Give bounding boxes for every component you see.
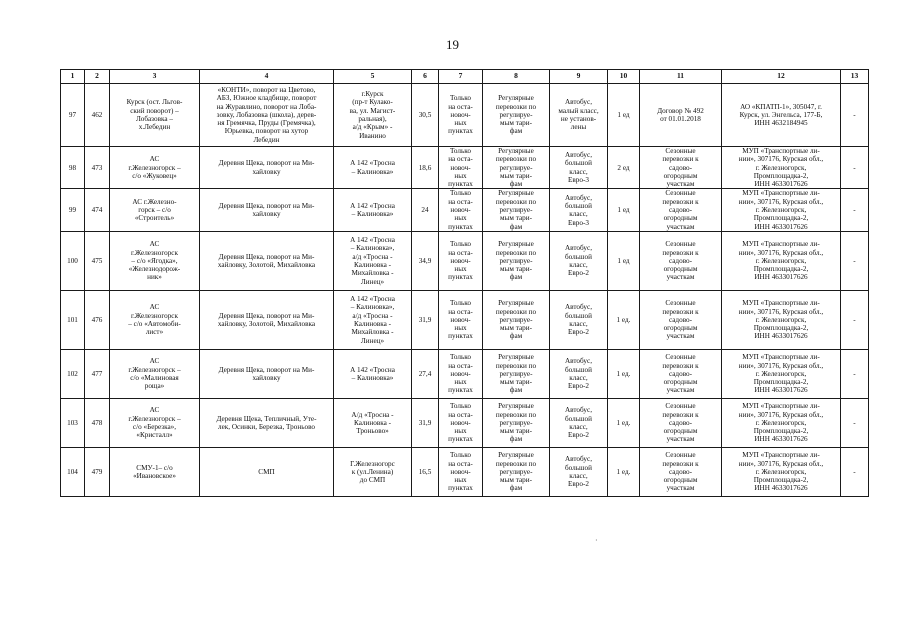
notes-cell: - xyxy=(841,84,869,147)
table-header-row xyxy=(61,70,869,84)
route-length-cell: 24 xyxy=(412,189,439,231)
header-cell: 4 xyxy=(200,70,334,84)
row-number-cell: 104 xyxy=(61,447,85,496)
header-cell: 7 xyxy=(439,70,483,84)
table-row xyxy=(61,398,869,447)
table-row xyxy=(61,447,869,496)
route-length-cell: 31,9 xyxy=(412,398,439,447)
carrier-cell: МУП «Транспортные ли- нии», 307176, Курская обл., г. Железногорск, Промплощадка-2, ИНН 4633017626 xyxy=(722,231,841,290)
notes-cell: - xyxy=(841,147,869,189)
intermediate-stops-cell: Деревня Щека, поворот на Ми- хайловку, Золотой, Михайловка xyxy=(200,231,334,290)
streets-roads-cell: Г.Железногорс к (ул.Ленина) до СМП xyxy=(334,447,412,496)
boarding-order-cell: Только на оста- новоч- ных пунктах xyxy=(439,349,483,398)
header-cell: 2 xyxy=(85,70,110,84)
row-number-cell: 100 xyxy=(61,231,85,290)
route-length-cell: 30,5 xyxy=(412,84,439,147)
intermediate-stops-cell: СМП xyxy=(200,447,334,496)
route-number-cell: 462 xyxy=(85,84,110,147)
vehicle-class-cell: Автобус, большой класс, Евро-2 xyxy=(550,447,608,496)
page-number: 19 xyxy=(446,37,459,52)
header-cell: 13 xyxy=(841,70,869,84)
vehicle-count-cell: 1 ед. xyxy=(608,447,640,496)
table-row xyxy=(61,290,869,349)
transport-type-cell: Регулярные перевозки по регулируе- мым тари- фам xyxy=(483,398,550,447)
route-length-cell: 31,9 xyxy=(412,290,439,349)
header-cell: 3 xyxy=(110,70,200,84)
row-number-cell: 102 xyxy=(61,349,85,398)
intermediate-stops-cell: Деревня Щека, поворот на Ми- хайловку xyxy=(200,349,334,398)
carrier-cell: МУП «Транспортные ли- нии», 307176, Курская обл., г. Железногорск, Промплощадка-2, ИНН 4633017626 xyxy=(722,147,841,189)
vehicle-class-cell: Автобус, малый класс, не установ- лены xyxy=(550,84,608,147)
table-row xyxy=(61,231,869,290)
route-number-cell: 478 xyxy=(85,398,110,447)
table-row xyxy=(61,84,869,147)
vehicle-count-cell: 1 ед xyxy=(608,84,640,147)
row-number-cell: 103 xyxy=(61,398,85,447)
boarding-order-cell: Только на оста- новоч- ных пунктах xyxy=(439,447,483,496)
route-name-cell: АС г.Железногорск – с/о «Малиновая роща» xyxy=(110,349,200,398)
boarding-order-cell: Только на оста- новоч- ных пунктах xyxy=(439,290,483,349)
route-number-cell: 473 xyxy=(85,147,110,189)
contract-cell: Сезонные перевозки к садово- огородным участкам xyxy=(640,447,722,496)
notes-cell: - xyxy=(841,290,869,349)
streets-roads-cell: А 142 «Тросна – Калиновка» xyxy=(334,349,412,398)
notes-cell: - xyxy=(841,349,869,398)
notes-cell: - xyxy=(841,189,869,231)
transport-type-cell: Регулярные перевозки по регулируе- мым тари- фам xyxy=(483,147,550,189)
route-number-cell: 479 xyxy=(85,447,110,496)
row-number-cell: 98 xyxy=(61,147,85,189)
route-name-cell: СМУ-1– с/о «Ивановское» xyxy=(110,447,200,496)
carrier-cell: МУП «Транспортные ли- нии», 307176, Курская обл., г. Железногорск, Промплощадка-2, ИНН 4633017626 xyxy=(722,349,841,398)
notes-cell: - xyxy=(841,231,869,290)
route-length-cell: 34,9 xyxy=(412,231,439,290)
streets-roads-cell: А 142 «Тросна – Калиновка» xyxy=(334,147,412,189)
transport-type-cell: Регулярные перевозки по регулируе- мым тари- фам xyxy=(483,189,550,231)
transport-type-cell: Регулярные перевозки по регулируе- мым тари- фам xyxy=(483,290,550,349)
routes-table xyxy=(60,69,869,497)
intermediate-stops-cell: Деревня Щека, поворот на Ми- хайловку, Золотой, Михайловка xyxy=(200,290,334,349)
vehicle-count-cell: 1 ед. xyxy=(608,398,640,447)
boarding-order-cell: Только на оста- новоч- ных пунктах xyxy=(439,398,483,447)
header-cell: 10 xyxy=(608,70,640,84)
notes-cell: - xyxy=(841,447,869,496)
contract-cell: Сезонные перевозки к садово- огородным участкам xyxy=(640,398,722,447)
carrier-cell: АО «КПАТП-1», 305047, г. Курск, ул. Энгельса, 177-Б, ИНН 4632184945 xyxy=(722,84,841,147)
stray-mark: · xyxy=(595,536,598,545)
header-cell: 6 xyxy=(412,70,439,84)
carrier-cell: МУП «Транспортные ли- нии», 307176, Курская обл., г. Железногорск, Промплощадка-2, ИНН 4633017626 xyxy=(722,398,841,447)
route-length-cell: 18,6 xyxy=(412,147,439,189)
route-name-cell: АС г.Железногорск – с/о «Жуковец» xyxy=(110,147,200,189)
route-number-cell: 477 xyxy=(85,349,110,398)
carrier-cell: МУП «Транспортные ли- нии», 307176, Курская обл., г. Железногорск, Промплощадка-2, ИНН 4633017626 xyxy=(722,189,841,231)
route-length-cell: 16,5 xyxy=(412,447,439,496)
contract-cell: Сезонные перевозки к садово- огородным участкам xyxy=(640,189,722,231)
boarding-order-cell: Только на оста- новоч- ных пунктах xyxy=(439,189,483,231)
route-number-cell: 474 xyxy=(85,189,110,231)
streets-roads-cell: А 142 «Тросна – Калиновка», а/д «Тросна - Калиновка - Михайловка - Линец» xyxy=(334,231,412,290)
header-cell: 9 xyxy=(550,70,608,84)
vehicle-class-cell: Автобус, большой класс, Евро-2 xyxy=(550,290,608,349)
contract-cell: Сезонные перевозки к садово- огородным участкам xyxy=(640,349,722,398)
streets-roads-cell: А 142 «Тросна – Калиновка» xyxy=(334,189,412,231)
route-length-cell: 27,4 xyxy=(412,349,439,398)
vehicle-count-cell: 1 ед. xyxy=(608,290,640,349)
table-row xyxy=(61,189,869,231)
header-cell: 11 xyxy=(640,70,722,84)
route-name-cell: АС г.Железногорск – с/о «Автомоби- лист» xyxy=(110,290,200,349)
vehicle-count-cell: 1 ед xyxy=(608,231,640,290)
table-row xyxy=(61,349,869,398)
table-row xyxy=(61,147,869,189)
vehicle-class-cell: Автобус, большой класс, Евро-3 xyxy=(550,147,608,189)
streets-roads-cell: А 142 «Тросна – Калиновка», а/д «Тросна - Калиновка - Михайловка - Линец» xyxy=(334,290,412,349)
contract-cell: Сезонные перевозки к садово- огородным участкам xyxy=(640,147,722,189)
contract-cell: Договор № 492 от 01.01.2018 xyxy=(640,84,722,147)
vehicle-class-cell: Автобус, большой класс, Евро-2 xyxy=(550,398,608,447)
header-cell: 8 xyxy=(483,70,550,84)
vehicle-class-cell: Автобус, большой класс, Евро-2 xyxy=(550,231,608,290)
streets-roads-cell: г.Курск (пр-т Кулако- ва, ул. Магист- ральная), а/д «Крым» - Иванино xyxy=(334,84,412,147)
boarding-order-cell: Только на оста- новоч- ных пунктах xyxy=(439,231,483,290)
intermediate-stops-cell: Деревня Щека, Тепличный, Уте- лек, Осинки, Березка, Троньово xyxy=(200,398,334,447)
route-number-cell: 476 xyxy=(85,290,110,349)
route-name-cell: АС г.Железногорск – с/о «Березка», «Кристалл» xyxy=(110,398,200,447)
vehicle-count-cell: 1 ед. xyxy=(608,349,640,398)
vehicle-class-cell: Автобус, большой класс, Евро-2 xyxy=(550,349,608,398)
header-cell: 12 xyxy=(722,70,841,84)
boarding-order-cell: Только на оста- новоч- ных пунктах xyxy=(439,147,483,189)
transport-type-cell: Регулярные перевозки по регулируе- мым тари- фам xyxy=(483,84,550,147)
header-cell: 5 xyxy=(334,70,412,84)
intermediate-stops-cell: Деревня Щека, поворот на Ми- хайловку xyxy=(200,189,334,231)
transport-type-cell: Регулярные перевозки по регулируе- мым тари- фам xyxy=(483,349,550,398)
vehicle-count-cell: 2 ед xyxy=(608,147,640,189)
contract-cell: Сезонные перевозки к садово- огородным участкам xyxy=(640,231,722,290)
intermediate-stops-cell: «КОНТИ», поворот на Цветово, АБЗ, Южное кладбище, поворот на Журавлино, поворот на Лоба- зовку, Лобазовка (школа), дерев- ня Гремячка, Пруды (Гремячка), Юрьевка, поворот на хутор Лебедин xyxy=(200,84,334,147)
route-number-cell: 475 xyxy=(85,231,110,290)
notes-cell: - xyxy=(841,398,869,447)
row-number-cell: 99 xyxy=(61,189,85,231)
route-name-cell: АС г.Железногорск – с/о «Ягодка», «Железнодорож- ник» xyxy=(110,231,200,290)
carrier-cell: МУП «Транспортные ли- нии», 307176, Курская обл., г. Железногорск, Промплощадка-2, ИНН 4633017626 xyxy=(722,290,841,349)
contract-cell: Сезонные перевозки к садово- огородным участкам xyxy=(640,290,722,349)
intermediate-stops-cell: Деревня Щека, поворот на Ми- хайловку xyxy=(200,147,334,189)
route-name-cell: Курск (ост. Льгов- ский поворот) – Лобазовка – х.Лебедин xyxy=(110,84,200,147)
vehicle-count-cell: 1 ед xyxy=(608,189,640,231)
vehicle-class-cell: Автобус, большой класс, Евро-3 xyxy=(550,189,608,231)
transport-type-cell: Регулярные перевозки по регулируе- мым тари- фам xyxy=(483,231,550,290)
transport-type-cell: Регулярные перевозки по регулируе- мым тари- фам xyxy=(483,447,550,496)
row-number-cell: 97 xyxy=(61,84,85,147)
boarding-order-cell: Только на оста- новоч- ных пунктах xyxy=(439,84,483,147)
header-cell: 1 xyxy=(61,70,85,84)
streets-roads-cell: А/д «Тросна - Калиновка - Троньово» xyxy=(334,398,412,447)
carrier-cell: МУП «Транспортные ли- нии», 307176, Курская обл., г. Железногорск, Промплощадка-2, ИНН 4633017626 xyxy=(722,447,841,496)
row-number-cell: 101 xyxy=(61,290,85,349)
route-name-cell: АС г.Железно- горск – с/о «Строитель» xyxy=(110,189,200,231)
